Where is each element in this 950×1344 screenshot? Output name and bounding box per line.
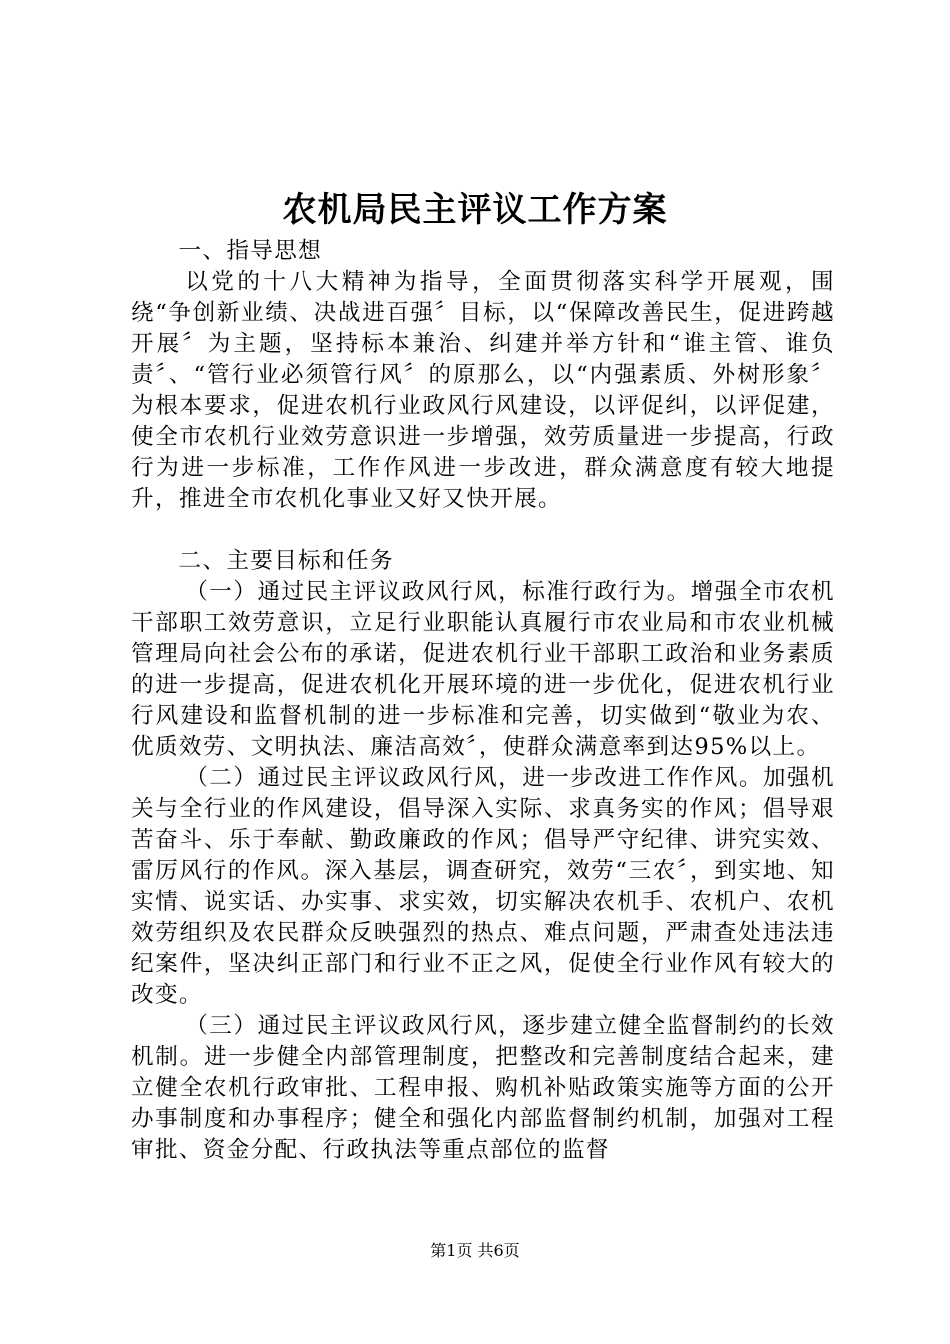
paragraph-goal-3: （三）通过民主评议政风行风，逐步建立健全监督制约的长效机制。进一步健全内部管理制度，把整改和完善制度结合起来，建立健全农机行政审批、工程申报、购机补贴政策实施等方面的公开办事制度和办事程序；健全和强化内部监督制约机制，加强对工程审批、资金分配、行政执法等重点部位的监督 (131, 1013, 835, 1163)
page-footer: 第1页 共6页 (430, 1241, 520, 1260)
paragraph-guiding-ideology: 以党的十八大精神为指导，全面贯彻落实科学开展观，围绕“争创新业绩、决战进百强〞目标，以“保障改善民生，促进跨越开展〞为主题，坚持标本兼治、纠建并举方针和“谁主管、谁负责〞、“管行业必须管行风〞的原那么，以“内强素质、外树形象〞为根本要求，促进农机行业政风行风建设，以评促纠，以评促建，使全市农机行业效劳意识进一步增强，效劳质量进一步提高，行政行为进一步标准，工作作风进一步改进，群众满意度有较大地提升，推进全市农机化事业又好又快开展。 (131, 269, 835, 512)
paragraph-goal-1: （一）通过民主评议政风行风，标准行政行为。增强全市农机干部职工效劳意识，立足行业职能认真履行市农业局和市农业机械管理局向社会公布的承诺，促进农机行业干部职工政治和业务素质的进一步提高，促进农机化开展环境的进一步优化，促进农机行业行风建设和监督机制的进一步标准和完善，切实做到“敬业为农、优质效劳、文明执法、廉洁高效〞，使群众满意率到达95%以上。 (131, 579, 835, 760)
document-title: 农机局民主评议工作方案 (282, 190, 668, 230)
section-heading-goals-tasks: 二、主要目标和任务 (178, 548, 394, 574)
paragraph-goal-2: （二）通过民主评议政风行风，进一步改进工作作风。加强机关与全行业的作风建设，倡导深入实际、求真务实的作风；倡导艰苦奋斗、乐于奉献、勤政廉政的作风；倡导严守纪律、讲究实效、雷厉风行的作风。深入基层，调查研究，效劳“三农〞，到实地、知实情、说实话、办实事、求实效，切实解决农机手、农机户、农机效劳组织及农民群众反映强烈的热点、难点问题，严肃查处违法违纪案件，坚决纠正部门和行业不正之风，促使全行业作风有较大的改变。 (131, 765, 835, 1008)
paragraph-gap (131, 515, 835, 546)
section-heading-guiding-ideology: 一、指导思想 (178, 238, 323, 264)
document-body (131, 236, 835, 1166)
